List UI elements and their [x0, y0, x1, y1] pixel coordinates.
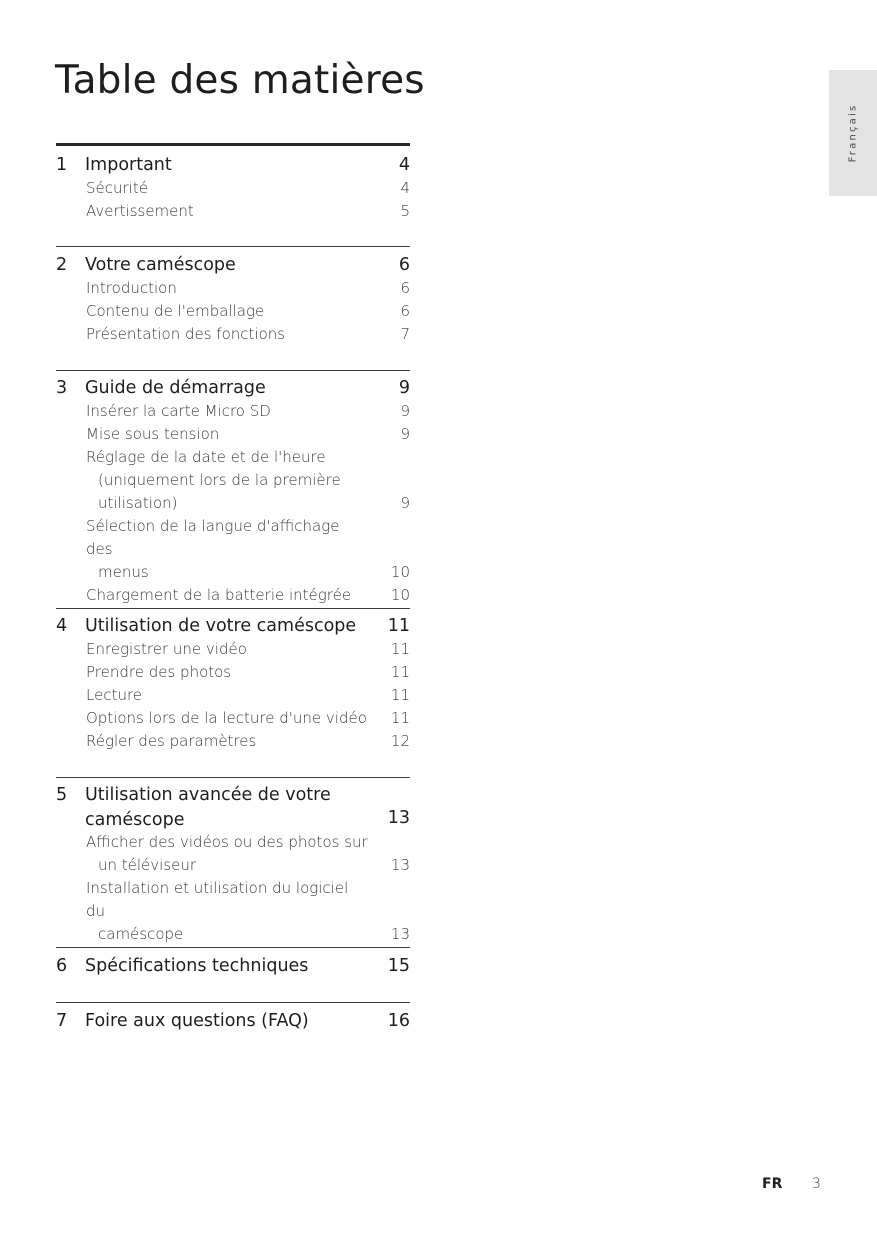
chapter-title: Guide de démarrage: [85, 378, 266, 398]
entry-title-continued: menus: [98, 563, 149, 581]
entry-title: Avertissement: [86, 202, 194, 220]
entry-title: Lecture: [86, 686, 143, 704]
toc-entry[interactable]: [56, 831, 410, 877]
toc-entry[interactable]: [56, 638, 410, 661]
toc-section-5: [56, 777, 410, 946]
chapter-title: Votre caméscope: [85, 255, 236, 275]
entry-page: 5: [400, 202, 410, 220]
entry-page: 13: [390, 925, 410, 943]
entry-page: 9: [400, 425, 410, 443]
entry-title: Sécurité: [86, 179, 148, 197]
entry-title-continued: (uniquement lors de la première: [98, 471, 341, 489]
toc-chapter[interactable]: [56, 954, 410, 978]
entry-title: Prendre des photos: [86, 663, 232, 681]
entry-title: Présentation des fonctions: [86, 325, 286, 343]
entry-title: Mise sous tension: [86, 425, 220, 443]
toc-entry[interactable]: [56, 707, 410, 730]
toc-entry[interactable]: [56, 277, 410, 300]
chapter-page: 6: [398, 255, 410, 275]
chapter-number: 3: [56, 378, 68, 398]
chapter-page: 15: [387, 956, 410, 976]
chapter-page: 13: [387, 808, 410, 828]
entry-title-continued: utilisation): [98, 494, 178, 512]
entry-title: Sélection de la langue d'affichage des: [86, 517, 340, 558]
toc-section-1: [56, 143, 410, 223]
entry-page: 10: [390, 586, 410, 604]
entry-title: Contenu de l'emballage: [86, 302, 265, 320]
toc-chapter[interactable]: [56, 1009, 410, 1033]
toc-chapter[interactable]: [56, 376, 410, 400]
chapter-page: 4: [398, 155, 410, 175]
entry-page: 7: [400, 325, 410, 343]
toc-entry[interactable]: [56, 684, 410, 707]
chapter-title: Utilisation avancée de votre: [85, 785, 331, 805]
entry-page: 9: [400, 402, 410, 420]
toc-section-3: [56, 370, 410, 607]
toc-entry[interactable]: [56, 323, 410, 346]
toc-chapter[interactable]: [56, 153, 410, 177]
entry-title: Afficher des vidéos ou des photos sur: [86, 833, 368, 851]
entry-title: Options lors de la lecture d'une vidéo: [86, 709, 367, 727]
entry-page: 4: [400, 179, 410, 197]
entry-page: 11: [390, 663, 410, 681]
chapter-title: Spécifications techniques: [85, 956, 309, 976]
toc-entry[interactable]: [56, 584, 410, 607]
toc-entry[interactable]: [56, 730, 410, 753]
entry-title: Enregistrer une vidéo: [86, 640, 247, 658]
entry-title: Insérer la carte Micro SD: [86, 402, 271, 420]
entry-title: Réglage de la date et de l'heure: [86, 448, 326, 466]
entry-page: 6: [400, 302, 410, 320]
entry-page: 13: [390, 856, 410, 874]
chapter-title-continued: caméscope: [85, 810, 185, 830]
entry-title: Installation et utilisation du logiciel du: [86, 879, 349, 920]
toc-entry[interactable]: [56, 515, 410, 584]
entry-page: 11: [390, 709, 410, 727]
toc-entry[interactable]: [56, 300, 410, 323]
entry-title-continued: un téléviseur: [98, 856, 197, 874]
toc-entry[interactable]: [56, 423, 410, 446]
toc-section-6: [56, 947, 410, 978]
toc-chapter[interactable]: [56, 614, 410, 638]
chapter-title: Foire aux questions (FAQ): [85, 1011, 309, 1031]
entry-page: 11: [390, 686, 410, 704]
toc-chapter[interactable]: [56, 783, 410, 831]
entry-title-continued: caméscope: [98, 925, 184, 943]
chapter-number: 2: [56, 255, 68, 275]
toc-section-7: [56, 1002, 410, 1033]
footer-page-number: 3: [812, 1176, 821, 1192]
chapter-number: 5: [56, 785, 68, 805]
toc-chapter[interactable]: [56, 253, 410, 277]
chapter-number: 4: [56, 616, 68, 636]
chapter-title: Important: [85, 155, 172, 175]
footer-lang-code: FR: [762, 1176, 783, 1192]
toc-entry[interactable]: [56, 661, 410, 684]
chapter-page: 9: [398, 378, 410, 398]
toc-section-4: [56, 608, 410, 753]
chapter-title: Utilisation de votre caméscope: [85, 616, 357, 636]
entry-page: 6: [400, 279, 410, 297]
entry-page: 12: [390, 732, 410, 750]
entry-page: 9: [400, 494, 410, 512]
toc-entry[interactable]: [56, 446, 410, 515]
chapter-number: 1: [56, 155, 68, 175]
entry-title: Introduction: [86, 279, 177, 297]
chapter-number: 6: [56, 956, 68, 976]
entry-title: Chargement de la batterie intégrée: [86, 586, 352, 604]
page-footer: [762, 1176, 821, 1192]
language-tab-label: Français: [847, 103, 859, 163]
entry-page: 11: [390, 640, 410, 658]
toc-entry[interactable]: [56, 200, 410, 223]
toc-entry[interactable]: [56, 877, 410, 946]
language-tab: [829, 70, 877, 196]
chapter-page: 16: [387, 1011, 410, 1031]
page-title: Table des matières: [55, 58, 425, 103]
chapter-number: 7: [56, 1011, 68, 1031]
entry-title: Régler des paramètres: [86, 732, 257, 750]
toc-section-2: [56, 246, 410, 346]
toc-entry[interactable]: [56, 177, 410, 200]
chapter-page: 11: [387, 616, 410, 636]
entry-page: 10: [390, 563, 410, 581]
toc-entry[interactable]: [56, 400, 410, 423]
